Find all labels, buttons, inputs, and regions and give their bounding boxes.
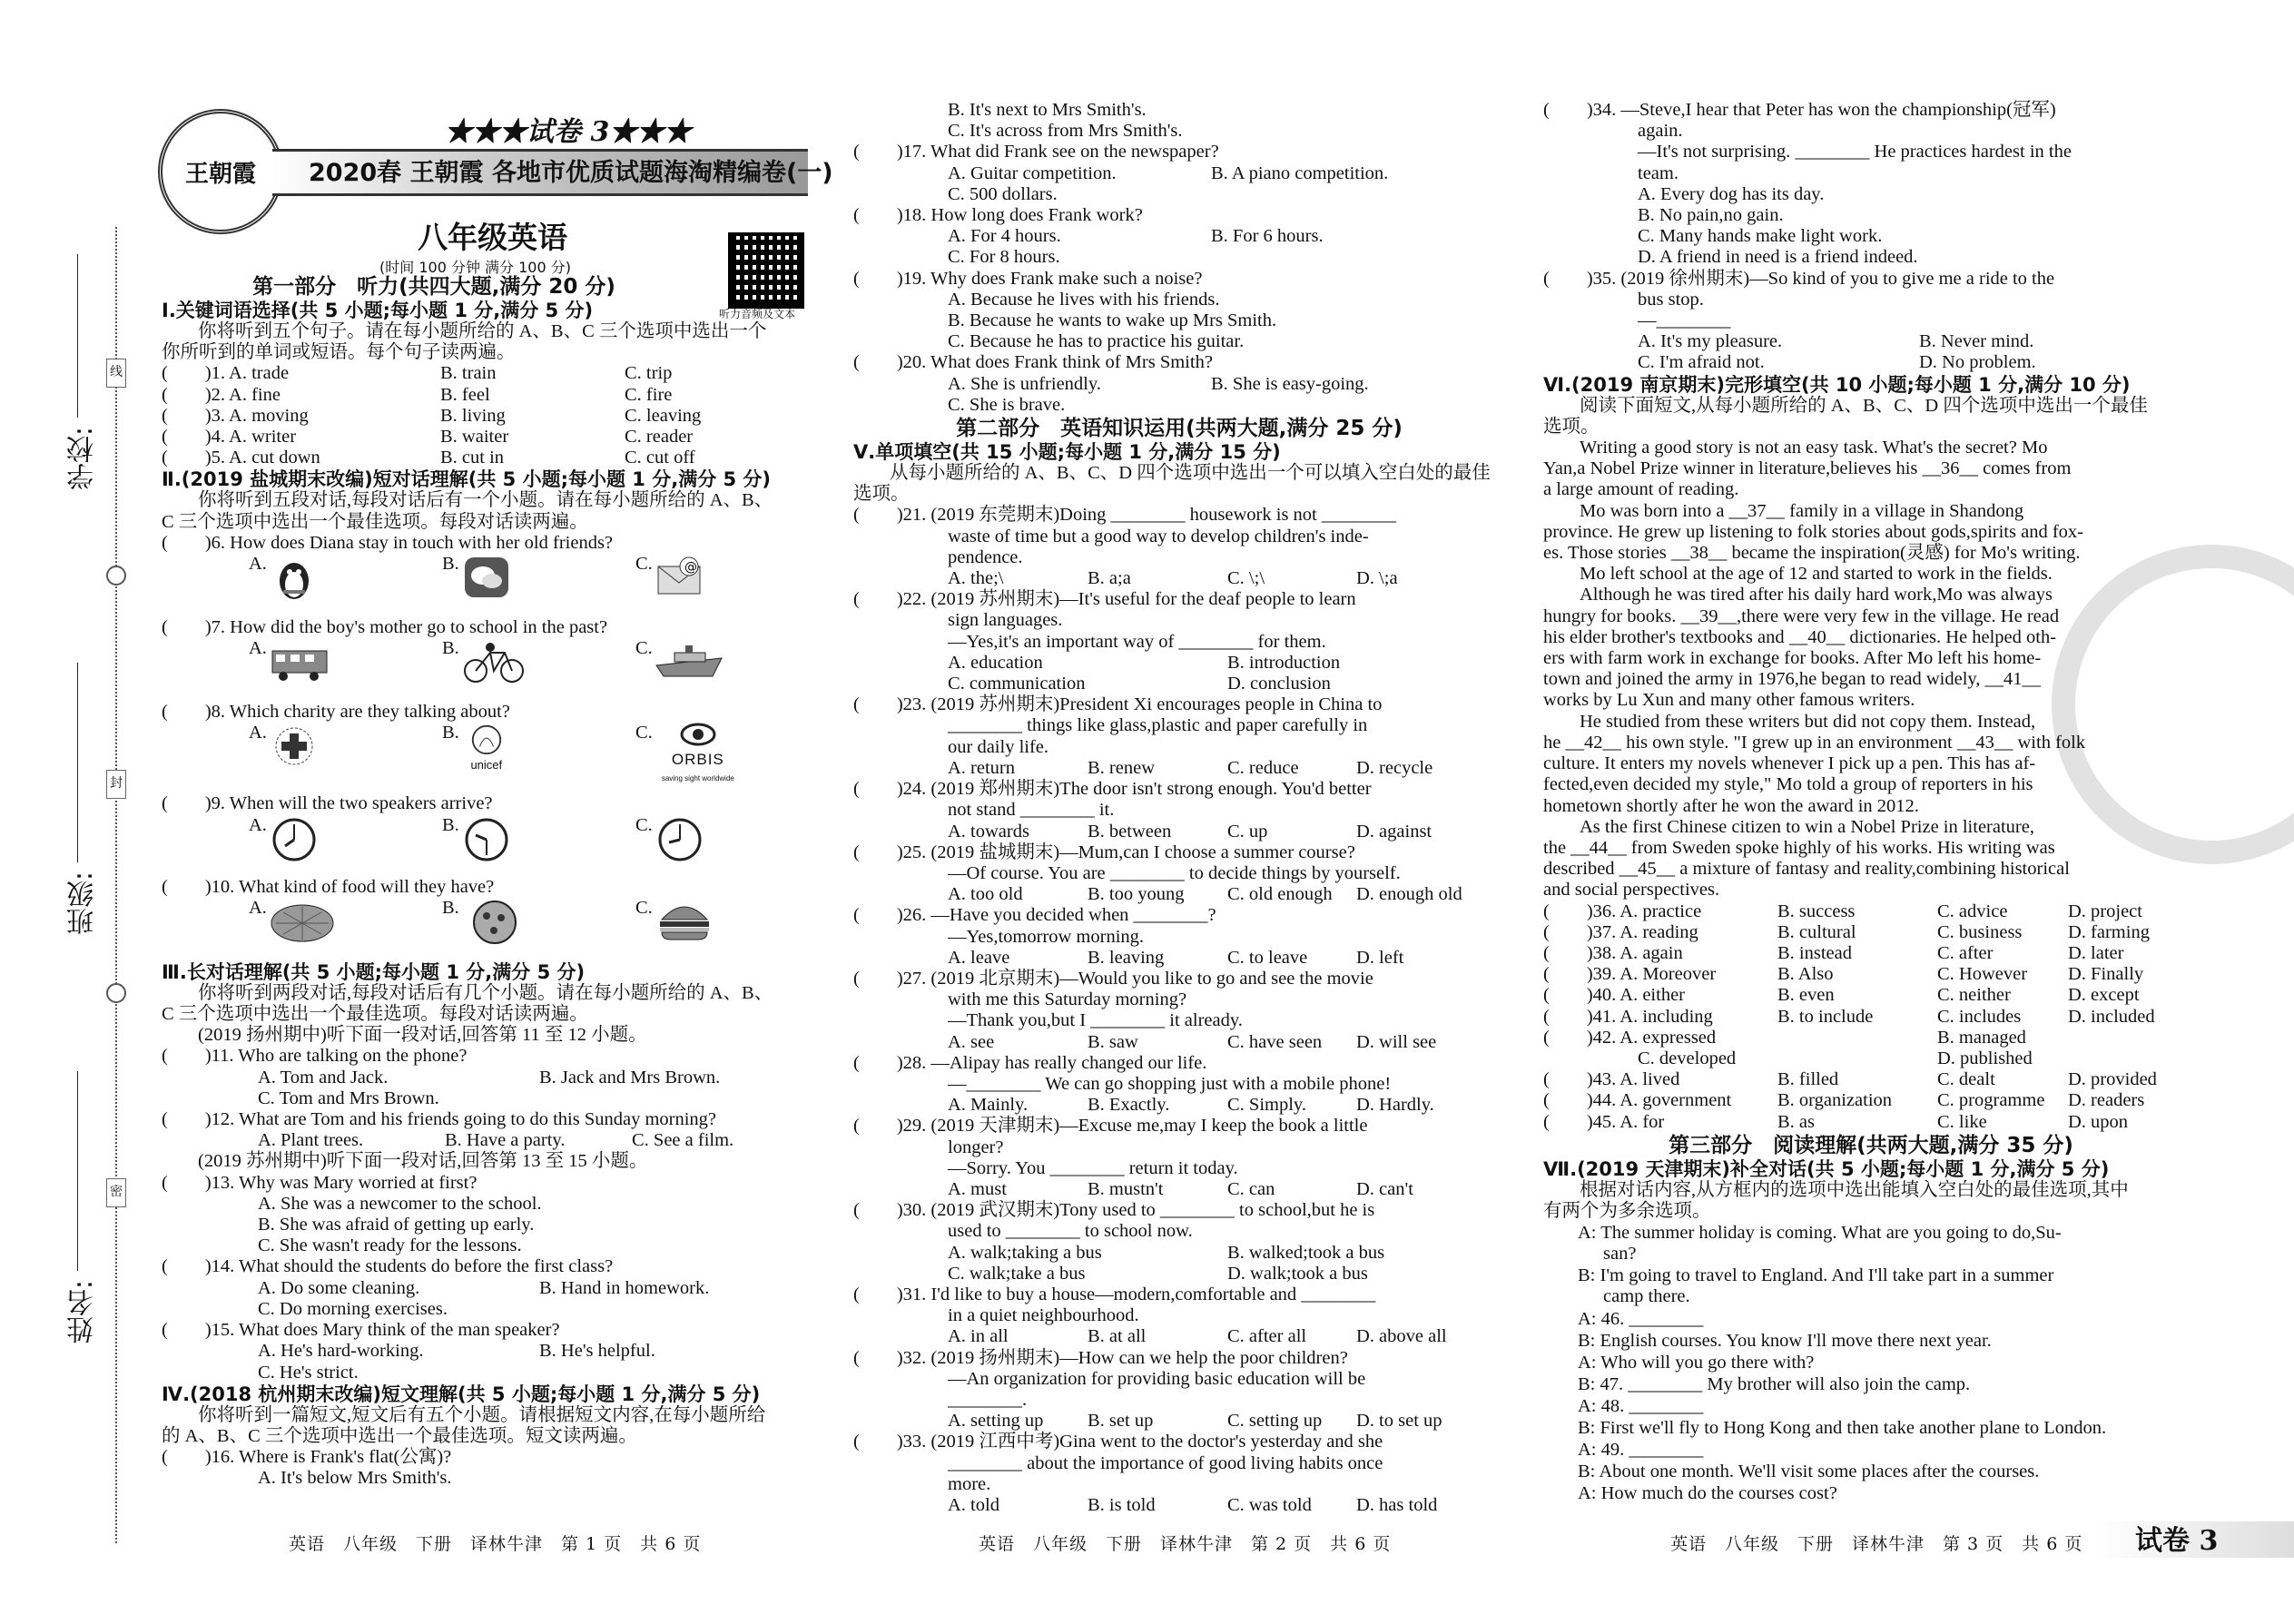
question-11[interactable]: ( )11. Who are talking on the phone? (162, 1046, 468, 1067)
dialogue: A: The summer holiday is coming. What are you going to do,Su- san? B: I'm going to travel to England. And I'll take part in a summer camp there. A: 46. ________ B: English courses. You know I'll move there next year. A: Who will you go there with? B: 47. ________ My brother will also join the camp. A: 48. ________ B: First we'll fly to Hong Kong and then take another plane to London. A: 49. ________ B: About one month. We'll visit some places after the courses. A: How much do the courses cost? (1543, 1222, 2199, 1503)
question-18[interactable]: ( )18. How long does Frank work? (853, 205, 1143, 226)
cloze-q40[interactable]: ( )40. A. either B. even C. neither D. except (1543, 985, 2140, 1006)
question-30[interactable]: ( )30. (2019 武汉期末)Tony used to ________ to school,but he is (853, 1200, 1375, 1221)
q21-options: A. the;\ B. a;a C. \;\ D. \;a (948, 568, 1398, 589)
q2-c: C. fire (625, 384, 673, 405)
q35-options-ab: A. It's my pleasure. B. Never mind. (1638, 331, 2034, 352)
stars-label: ★★★试卷 3★★★ (445, 116, 692, 148)
section5-heading: Ⅴ.单项填空(共 15 小题;每小题 1 分,满分 15 分) (853, 441, 1281, 464)
question-28[interactable]: ( )28. —Alipay has really changed our life. (853, 1052, 1207, 1073)
cloze-q41[interactable]: ( )41. A. including B. to include C. includes D. included (1543, 1006, 2155, 1027)
q3-c: C. leaving (625, 405, 702, 426)
s3-subheading-1: (2019 扬州期中)听下面一段对话,回答第 11 至 12 小题。 (198, 1025, 647, 1046)
question-10[interactable]: ( )10. What kind of food will they have? (162, 876, 495, 897)
q6-pictures: A. B. C. @ (162, 554, 861, 610)
hamburger-icon[interactable] (653, 898, 716, 945)
series-title: 2020春 王朝霞 各地市优质试题海淘精编卷(一) (309, 159, 833, 187)
q31-options: A. in all B. at all C. after all D. above all (948, 1326, 1447, 1347)
q5-b: B. cut in (440, 448, 505, 468)
q26-options: A. leave B. leaving C. to leave D. left (948, 947, 1404, 968)
q18-option-c: C. For 8 hours. (948, 247, 1060, 268)
question-25[interactable]: ( )25. (2019 盐城期末)—Mum,can I choose a summer course? (853, 842, 1355, 862)
q5-c: C. cut off (625, 448, 695, 468)
q13-option-c: C. She wasn't ready for the lessons. (258, 1235, 522, 1256)
paper-label: 试卷 3 (2135, 1525, 2219, 1557)
q4-b: B. waiter (440, 427, 509, 448)
binding-hole-1 (106, 566, 126, 586)
s5-instructions: 从每小题所给的 A、B、C、D 四个选项中选出一个可以填入空白处的最佳 (890, 463, 1491, 484)
question-4[interactable] (162, 427, 861, 448)
page-3-footer: 英语 八年级 下册 译林牛津 第 3 页 共 6 页 (1670, 1534, 2083, 1554)
question-13[interactable]: ( )13. Why was Mary worried at first? (162, 1172, 478, 1193)
part3-heading: 第三部分 阅读理解(共两大题,满分 35 分) (1669, 1133, 2073, 1157)
q33-options: A. told B. is told C. was told D. has told (948, 1495, 1438, 1515)
q8-pictures: A. B. unicef C. ORBIS saving sight worldwide (249, 723, 734, 783)
s1-instructions-2: 你所听到的单词或短语。每个句子读两遍。 (162, 342, 516, 363)
q19-option-a: A. Because he lives with his friends. (948, 289, 1220, 310)
section4-heading: Ⅳ.(2018 杭州期末改编)短文理解(共 5 小题;每小题 1 分,满分 5 分) (162, 1383, 761, 1405)
question-14[interactable]: ( )14. What should the students do before the first class? (162, 1256, 614, 1277)
question-26[interactable]: ( )26. —Have you decided when ________? (853, 905, 1216, 926)
q3-b: B. living (440, 405, 506, 426)
orbis-subtext: saving sight worldwide (661, 774, 734, 783)
s4-instructions-2: 的 A、B、C 三个选项中选出一个最佳选项。短文读两遍。 (162, 1425, 637, 1446)
q34-option-c: C. Many hands make light work. (1638, 226, 1883, 247)
question-29[interactable]: ( )29. (2019 天津期末)—Excuse me,may I keep the book a little (853, 1116, 1368, 1137)
bicycle-icon[interactable] (459, 638, 532, 685)
q30-options-cd: C. walk;take a bus D. walk;took a bus (948, 1263, 1368, 1284)
s2-instructions: 你将听到五段对话,每段对话后有一个小题。请在每小题所给的 A、B、 (198, 490, 773, 511)
section1-heading: Ⅰ.关键词语选择(共 5 小题;每小题 1 分,满分 5 分) (162, 300, 594, 321)
q34-option-b: B. No pain,no gain. (1638, 205, 1784, 226)
q5-a: ( )5. A. cut down (162, 448, 320, 468)
school-field[interactable] (77, 254, 78, 418)
wechat-icon[interactable] (459, 554, 514, 601)
question-34[interactable]: ( )34. —Steve,I hear that Peter has won the championship(冠军) (1543, 100, 2056, 120)
q29-options: A. must B. mustn't C. can D. can't (948, 1178, 1413, 1199)
question-24[interactable]: ( )24. (2019 郑州期末)The door isn't strong enough. You'd better (853, 779, 1372, 800)
seal-char-seal: 封 (106, 770, 126, 799)
cloze-q36[interactable]: ( )36. A. practice B. success C. advice D. project (1543, 901, 2142, 921)
q16-option-a: A. It's below Mrs Smith's. (258, 1468, 452, 1489)
cloze-q44[interactable]: ( )44. A. government B. organization C. programme D. readers (1543, 1090, 2145, 1111)
q28-options: A. Mainly. B. Exactly. C. Simply. D. Hardly. (948, 1095, 1434, 1116)
q20-option-c: C. She is brave. (948, 394, 1066, 415)
cloze-q42[interactable]: ( )42. A. expressed B. managed (1543, 1027, 2026, 1048)
q24-options: A. towards B. between C. up D. against (948, 821, 1433, 842)
q15-options: A. He's hard-working. B. He's helpful. (258, 1341, 655, 1362)
q27-options: A. see B. saw C. have seen D. will see (948, 1031, 1437, 1052)
question-19[interactable]: ( )19. Why does Frank make such a noise? (853, 268, 1203, 289)
section3-heading: Ⅲ.长对话理解(共 5 小题;每小题 1 分,满分 5 分) (162, 960, 586, 983)
section6-heading: Ⅵ.(2019 南京期末)完形填空(共 10 小题;每小题 1 分,满分 10 分) (1543, 373, 2131, 396)
question-5[interactable] (162, 448, 861, 468)
school-label: 学校: (67, 427, 99, 491)
q2-a: ( )2. A. fine (162, 384, 281, 405)
q1-a: ( )1. A. trade (162, 363, 290, 384)
pizza-icon[interactable] (459, 898, 530, 945)
cloze-q38[interactable]: ( )38. A. again B. instead C. after D. later (1543, 942, 2124, 963)
section7-heading: Ⅶ.(2019 天津期末)补全对话(共 5 小题;每小题 1 分,满分 5 分) (1543, 1157, 2110, 1180)
s7-instructions: 根据对话内容,从方框内的选项中选出能填入空白处的最佳选项,其中 (1580, 1179, 2129, 1200)
q20-options: A. She is unfriendly. B. She is easy-going. (948, 373, 1369, 394)
email-icon[interactable] (653, 554, 707, 601)
s2-instructions-2: C 三个选项中选出一个最佳选项。每段对话读两遍。 (162, 511, 588, 532)
q16-option-c: C. It's across from Mrs Smith's. (948, 121, 1183, 142)
cloze-q43[interactable]: ( )43. A. lived B. filled C. dealt D. provided (1543, 1069, 2157, 1090)
q13-option-a: A. She was a newcomer to the school. (258, 1193, 542, 1214)
question-32[interactable]: ( )32. (2019 扬州期末)—How can we help the poor children? (853, 1347, 1348, 1368)
blank-48[interactable]: A: 48. ________ (1578, 1395, 1704, 1416)
clock-c-icon[interactable] (653, 815, 707, 862)
blank-47[interactable]: B: 47. ________ My brother will also join the camp. (1578, 1373, 1971, 1394)
q14-options: A. Do some cleaning. B. Hand in homework. (258, 1277, 710, 1298)
q16-option-b: B. It's next to Mrs Smith's. (948, 100, 1147, 120)
ship-icon[interactable] (653, 638, 725, 685)
s3-instructions: 你将听到两段对话,每段对话后有几个小题。请在每小题所给的 A、B、 (198, 982, 773, 1003)
q4-a: ( )4. A. writer (162, 427, 297, 448)
column-page-3: ( )34. —Steve,I hear that Peter has won the championship(冠军) again. —It's not surprising. ________ He practices hardest in the team. A. Every dog has its day. B. No pain,no gain. C. Many hands make light work. D. A friend in need is a friend indeed. ( )35. (2019 徐州期末)—So kind of you to give me a ride to the bus stop. —________ A. It's my pleasure. B. Never mind. C. I'm afraid not. D. No problem. Ⅵ.(2019 南京期末)完形填空(共 10 小题;每小题 1 分,满分 10 分) 阅读下面短文,从每小题所给的 A、B、C、D 四个选项中选出一个最佳 选项。 Writing a good story is not an easy task. What's the secret? Mo Yan,a Nobel Prize winner in literature,believes his __36__ comes from a large amount of reading. Mo was born into a __37__ family in a village in Shandong province. He grew up listening to folk stories about gods,spirits and fox- es. Those stories __38__ became the inspiration(灵感) for Mo's writing. Mo left school at the age of 12 and started to work in the fields. Although he was tired after his daily hard work,Mo was always hungry for books. __39__,there were very few in the village. He read his elder brother's textbooks and __40__ dictionaries. He helped oth- ers with farm work in exchange for books. After Mo left his home- town and joined the army in 1976,he began to read widely, __41__ works by Lu Xun and many other famous writers. He studied from these writers but did not copy them. Instead, he __42__ his own style. "I grew up in an environment __43__ with folk culture. It enters my novels whenever I pick up a pen. This has af- fected,even decided my style," Mo told a group of reporters in his hometown shortly after he won the award in 2012. As the first Chinese citizen to win a Nobel Prize in literature, the __44__ from Sweden spoke highly of his works. His writing was described __45__ a mixture of fantasy and reality,combining historical and social perspectives. ( )36. A. practice B. success C. advice D. project ( )37. A. reading B. cultural C. business D. farming ( )38. A. again B. instead C. after D. later ( )39. A. Moreover B. Also C. However D. Finally ( )40. A. either B. even C. neither D. except ( )41. A. including B. to include C. includes D. included ( )42. A. expressed B. managed C. developed D. published ( )43. A. lived B. filled C. dealt D. provided ( )44. A. government B. organization C. programme D. readers ( )45. A. for B. as C. like D. upon 第三部分 阅读理解(共两大题,满分 35 分) Ⅶ.(2019 天津期末)补全对话(共 5 小题;每小题 1 分,满分 5 分) 根据对话内容,从方框内的选项中选出能填入空白处的最佳选项,其中 有两个为多余选项。 A: The summer holiday is coming. What are you going to do,Su- san? B: I'm going to travel to England. And I'll take part in a summer camp there. A: 46. ________ B: English courses. You know I'll move there next year. A: Who will you go there with? B: 47. ________ My brother will also join the camp. A: 48. ________ B: First we'll fly to Hong Kong and then take another plane to London. A: 49. ________ B: About one month. We'll visit some places after the courses. A: How much do the courses cost? (1543, 100, 2199, 1504)
column-page-2: B. It's next to Mrs Smith's. C. It's across from Mrs Smith's. ( )17. What did Frank see on the newspaper? A. Guitar competition. B. A piano competition. C. 500 dollars. ( )18. How long does Frank work? A. For 4 hours. B. For 6 hours. C. For 8 hours. ( )19. Why does Frank make such a noise? A. Because he lives with his friends. B. Because he wants to wake up Mrs Smith. C. Because he has to practice his guitar. ( )20. What does Frank think of Mrs Smith? A. She is unfriendly. B. She is easy-going. C. She is brave. 第二部分 英语知识运用(共两大题,满分 25 分) Ⅴ.单项填空(共 15 小题;每小题 1 分,满分 15 分) 从每小题所给的 A、B、C、D 四个选项中选出一个可以填入空白处的最佳 选项。 ( )21. (2019 东莞期末)Doing ________ housework is not ________ waste of time but a good way to develop children's inde- pendence. A. the;\ B. a;a C. \;\ D. \;a ( )22. (2019 苏州期末)—It's useful for the deaf people to learn sign languages. —Yes,it's an important way of ________ for them. A. education B. introduction C. communication D. conclusion ( )23. (2019 苏州期末)President Xi encourages people in China to ________ things like glass,plastic and paper carefully in our daily life. A. return B. renew C. reduce D. recycle ( )24. (2019 郑州期末)The door isn't strong enough. You'd better not stand ________ it. A. towards B. between C. up D. against ( )25. (2019 盐城期末)—Mum,can I choose a summer course? —Of course. You are ________ to decide things by yourself. A. too old B. too young C. old enough D. enough old ( )26. —Have you decided when ________? —Yes,tomorrow morning. A. leave B. leaving C. to leave D. left ( )27. (2019 北京期末)—Would you like to go and see the movie with me this Saturday morning? —Thank you,but I ________ it already. A. see B. saw C. have seen D. will see ( )28. —Alipay has really changed our life. —________ We can go shopping just with a mobile phone! A. Mainly. B. Exactly. C. Simply. D. Hardly. ( )29. (2019 天津期末)—Excuse me,may I keep the book a little longer? —Sorry. You ________ return it today. A. must B. mustn't C. can D. can't ( )30. (2019 武汉期末)Tony used to ________ to school,but he is used to ________ to school now. A. walk;taking a bus B. walked;took a bus C. walk;take a bus D. walk;took a bus ( )31. I'd like to buy a house—modern,comfortable and ________ in a quiet neighbourhood. A. in all B. at all C. after all D. above all ( )32. (2019 扬州期末)—How can we help the poor children? —An organization for providing basic education will be ________. A. setting up B. set up C. setting up D. to set up ( )33. (2019 江西中考)Gina went to the doctor's yesterday and she ________ about the importance of good living habits once more. A. told B. is told C. was told D. has told (853, 100, 1505, 1516)
qq-penguin-icon[interactable] (267, 554, 321, 601)
question-20[interactable]: ( )20. What does Frank think of Mrs Smith? (853, 352, 1213, 373)
question-7[interactable]: ( )7. How did the boy's mother go to school in the past? (162, 617, 608, 638)
name-field[interactable] (77, 1071, 78, 1271)
question-23[interactable]: ( )23. (2019 苏州期末)President Xi encourages people in China to (853, 694, 1383, 715)
s5-instructions-2: 选项。 (853, 484, 910, 505)
q22-options-cd: C. communication D. conclusion (948, 674, 1331, 694)
question-9[interactable]: ( )9. When will the two speakers arrive? (162, 793, 493, 814)
q13-option-b: B. She was afraid of getting up early. (258, 1215, 535, 1235)
question-35[interactable]: ( )35. (2019 徐州期末)—So kind of you to give me a ride to the (1543, 268, 2055, 289)
subject-title: 八年级英语 (418, 220, 567, 255)
question-31[interactable]: ( )31. I'd like to buy a house—modern,comfortable and ________ (853, 1284, 1376, 1304)
time-info: (时间 100 分钟 满分 100 分) (379, 259, 571, 276)
logo-text: 王朝霞 (184, 160, 256, 188)
cloze-q37[interactable]: ( )37. A. reading B. cultural C. business D. farming (1543, 921, 2150, 942)
q30-options-ab: A. walk;taking a bus B. walked;took a bus (948, 1242, 1385, 1263)
name-label: 姓名: (67, 1280, 99, 1344)
q1-c: C. trip (625, 363, 673, 384)
s6-instructions: 阅读下面短文,从每小题所给的 A、B、C、D 四个选项中选出一个最佳 (1580, 395, 2148, 416)
s1-instructions: 你将听到五个句子。请在每小题所给的 A、B、C 三个选项中选出一个 (198, 321, 767, 341)
logo-seal (158, 109, 283, 234)
q34-option-a: A. Every dog has its day. (1638, 183, 1825, 204)
q14-option-c: C. Do morning exercises. (258, 1298, 448, 1319)
q11-option-c: C. Tom and Mrs Brown. (258, 1088, 439, 1108)
q19-option-c: C. Because he has to practice his guitar. (948, 331, 1245, 352)
question-21[interactable]: ( )21. (2019 东莞期末)Doing ________ housework is not ________ (853, 505, 1396, 526)
s6-instructions-2: 选项。 (1543, 416, 1600, 437)
page-1-footer: 英语 八年级 下册 译林牛津 第 1 页 共 6 页 (289, 1534, 702, 1554)
binding-dotted-line (115, 227, 117, 1543)
question-17[interactable]: ( )17. What did Frank see on the newspaper? (853, 142, 1219, 162)
cloze-q45[interactable]: ( )45. A. for B. as C. like D. upon (1543, 1111, 2129, 1132)
q19-option-b: B. Because he wants to wake up Mrs Smith. (948, 310, 1277, 331)
seal-char-secret: 密 (106, 1178, 126, 1207)
question-15[interactable]: ( )15. What does Mary think of the man speaker? (162, 1320, 560, 1341)
cloze-passage: Writing a good story is not an easy task. What's the secret? Mo Yan,a Nobel Prize winner in literature,believes his __36__ comes from a large amount of reading. Mo was born into a __37__ family in a village in Shandong province. He grew up listening to folk stories about gods,spirits and fox- es. Those stories __38__ became the inspiration(灵感) for Mo's writing. Mo left school at the age of 12 and started to work in the fields. Although he was tired after his daily hard work,Mo was always hungry for books. __39__,there were very few in the village. He read his elder brother's textbooks and __40__ dictionaries. He helped oth- ers with farm work in exchange for books. After Mo left his home- town and joined the army in 1976,he began to read widely, __41__ works by Lu Xun and many other famous writers. He studied from these writers but did not copy them. Instead, he __42__ his own style. "I grew up in an environment __43__ with folk culture. It enters my novels whenever I pick up a pen. This has af- fected,even decided my style," Mo told a group of reporters in his hometown shortly after he won the award in 2012. As the first Chinese citizen to win a Nobel Prize in literature, the __44__ from Sweden spoke highly of his works. His writing was described __45__ a mixture of fantasy and reality,combining historical and social perspectives. (1543, 438, 2086, 901)
cloze-q42-cd: C. developed D. published (1638, 1048, 2033, 1068)
q11-options: A. Tom and Jack. B. Jack and Mrs Brown. (258, 1067, 721, 1088)
question-22[interactable]: ( )22. (2019 苏州期末)—It's useful for the deaf people to learn (853, 589, 1356, 610)
orbis-text: ORBIS (671, 751, 724, 769)
q25-options: A. too old B. too young C. old enough D. enough old (948, 884, 1462, 905)
q35-options-cd: C. I'm afraid not. D. No problem. (1638, 352, 2036, 373)
clock-a-icon[interactable] (267, 815, 321, 862)
question-12[interactable]: ( )12. What are Tom and his friends going to do this Sunday morning? (162, 1109, 717, 1130)
q12-options: A. Plant trees. B. Have a party. C. See a film. (258, 1130, 734, 1151)
seal-char-line: 线 (106, 359, 126, 388)
q2-b: B. feel (440, 384, 490, 405)
question-8[interactable]: ( )8. Which charity are they talking about? (162, 702, 510, 723)
column-page-1 (162, 274, 861, 1490)
blank-49[interactable]: A: 49. ________ (1578, 1439, 1704, 1460)
q9-pictures: A. B. C. (162, 815, 861, 873)
page-2-footer: 英语 八年级 下册 译林牛津 第 2 页 共 6 页 (979, 1534, 1392, 1554)
unicef-text: unicef (470, 758, 503, 773)
q34-option-d: D. A friend in need is a friend indeed. (1638, 247, 1918, 268)
question-3[interactable] (162, 406, 861, 427)
q23-options: A. return B. renew C. reduce D. recycle (948, 757, 1433, 778)
question-1[interactable] (162, 363, 861, 384)
section2-heading: Ⅱ.(2019 盐城期末改编)短对话理解(共 5 小题;每小题 1 分,满分 5 分) (162, 468, 772, 491)
train-icon[interactable] (267, 638, 340, 685)
s4-instructions: 你将听到一篇短文,短文后有五个小题。请根据短文内容,在每小题所给 (198, 1404, 766, 1425)
red-cross-icon[interactable] (267, 723, 321, 770)
q15-option-c: C. He's strict. (258, 1362, 359, 1383)
q22-options-ab: A. education B. introduction (948, 652, 1341, 673)
cloze-q39[interactable]: ( )39. A. Moreover B. Also C. However D. Finally (1543, 964, 2144, 985)
class-field[interactable] (77, 663, 78, 862)
orbis-eye-icon[interactable] (680, 723, 716, 746)
part2-heading: 第二部分 英语知识运用(共两大题,满分 25 分) (956, 417, 1403, 441)
question-6[interactable]: ( )6. How does Diana stay in touch with her old friends? (162, 532, 614, 553)
qr-caption: 听力音频及文本 (719, 308, 796, 320)
q10-pictures: A. B. C. (162, 898, 861, 956)
q18-options: A. For 4 hours. B. For 6 hours. (948, 226, 1324, 247)
binding-hole-2 (106, 983, 126, 1003)
svg-text:@: @ (684, 560, 697, 576)
q3-a: ( )3. A. moving (162, 405, 309, 426)
q32-options: A. setting up B. set up C. setting up D. to set up (948, 1411, 1442, 1432)
question-2[interactable] (162, 385, 861, 406)
q17-option-c: C. 500 dollars. (948, 183, 1058, 204)
class-label: 班级: (67, 871, 99, 936)
question-33[interactable]: ( )33. (2019 江西中考)Gina went to the doctor's yesterday and she (853, 1432, 1383, 1452)
q7-pictures: A. B. C. (162, 638, 861, 694)
q4-c: C. reader (625, 427, 694, 448)
unicef-logo-icon[interactable] (459, 723, 514, 757)
q17-options: A. Guitar competition. B. A piano competition. (948, 162, 1389, 183)
question-16[interactable]: ( )16. Where is Frank's flat(公寓)? (162, 1447, 452, 1468)
question-27[interactable]: ( )27. (2019 北京期末)—Would you like to go and see the movie (853, 968, 1373, 989)
clock-b-icon[interactable] (459, 815, 514, 862)
s7-instructions-2: 有两个为多余选项。 (1543, 1200, 1711, 1221)
blank-46[interactable]: A: 46. ________ (1578, 1308, 1704, 1329)
part1-heading: 第一部分 听力(共四大题,满分 20 分) (252, 275, 615, 299)
s3-subheading-2: (2019 苏州期中)听下面一段对话,回答第 13 至 15 小题。 (198, 1151, 648, 1172)
s3-instructions-2: C 三个选项中选出一个最佳选项。每段对话读两遍。 (162, 1004, 588, 1025)
pie-food-icon[interactable] (267, 898, 338, 945)
q1-b: B. train (440, 363, 497, 384)
